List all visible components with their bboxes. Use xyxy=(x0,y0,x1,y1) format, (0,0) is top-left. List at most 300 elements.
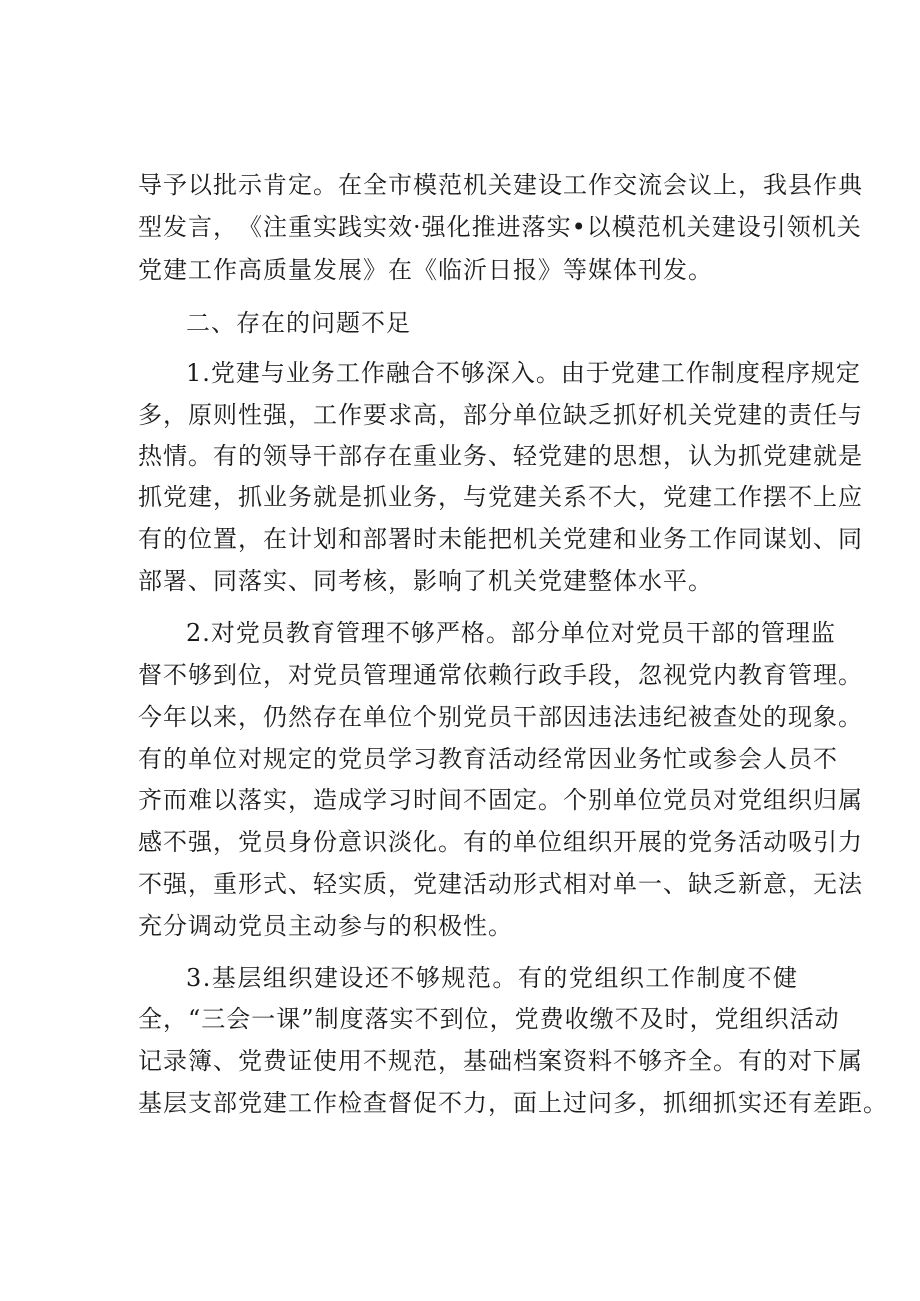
char: 抓 xyxy=(713,1089,738,1117)
char: 同 xyxy=(838,525,863,553)
char: 工 xyxy=(288,1089,313,1117)
char: 费 xyxy=(539,1005,565,1033)
char: 单 xyxy=(613,870,638,898)
char: 检 xyxy=(338,1089,363,1117)
char: 、 xyxy=(288,870,313,898)
text-line xyxy=(138,480,863,514)
char: 齐 xyxy=(663,1047,688,1075)
char: 党 xyxy=(610,359,636,387)
char: 度 xyxy=(721,964,747,992)
char: 落 xyxy=(238,786,263,814)
char: 机 xyxy=(463,171,488,199)
char: 抓 xyxy=(663,1089,688,1117)
char: 不 xyxy=(463,786,488,814)
char: 理 xyxy=(785,619,811,647)
char: 础 xyxy=(488,1047,513,1075)
char: 够 xyxy=(188,661,213,689)
char: 党 xyxy=(688,828,713,856)
char: 注 xyxy=(263,213,288,241)
char: 范 xyxy=(636,213,662,241)
char: 活 xyxy=(738,828,763,856)
line-text: 部署、同落实、同考核，影响了机关党建整体水平。 xyxy=(138,567,713,595)
char: 实 xyxy=(363,213,388,241)
char: 今 xyxy=(138,703,163,731)
char: 够 xyxy=(415,964,441,992)
char: 要 xyxy=(363,401,388,429)
char: 。 xyxy=(713,1047,738,1075)
char: 批 xyxy=(213,171,238,199)
char: 单 xyxy=(188,745,213,773)
char: 乏 xyxy=(588,401,613,429)
char: 党 xyxy=(738,786,763,814)
char: 原 xyxy=(188,401,213,429)
char: 度 xyxy=(735,359,761,387)
char: 相 xyxy=(563,870,588,898)
char: 工 xyxy=(313,401,338,429)
text-line xyxy=(138,825,863,859)
char: 多 xyxy=(613,1089,638,1117)
char: 组 xyxy=(594,964,620,992)
char: 感 xyxy=(138,828,163,856)
char: 《 xyxy=(238,213,263,241)
char: 年 xyxy=(163,703,188,731)
char: 的 xyxy=(163,525,188,553)
char: 够 xyxy=(460,359,486,387)
char: 认 xyxy=(688,442,713,470)
char: 员 xyxy=(788,745,813,773)
char: 轻 xyxy=(313,870,338,898)
char: 的 xyxy=(238,442,263,470)
char: 大 xyxy=(613,483,638,511)
char: 来 xyxy=(213,703,238,731)
char: 建 xyxy=(188,483,213,511)
char: 全 xyxy=(138,1005,163,1033)
char: 动 xyxy=(814,1005,840,1033)
char: 活 xyxy=(789,1005,815,1033)
text-line xyxy=(138,564,713,598)
text-line xyxy=(138,783,863,817)
text-line xyxy=(138,658,863,692)
char: 融 xyxy=(385,359,411,387)
char: 以 xyxy=(188,703,213,731)
char: 部 xyxy=(710,619,736,647)
char: 位 xyxy=(538,401,563,429)
char: 组 xyxy=(763,786,788,814)
char: ， xyxy=(163,1005,188,1033)
char: 问 xyxy=(588,1089,613,1117)
text-line xyxy=(138,439,863,473)
char: 对 xyxy=(288,661,313,689)
char: · xyxy=(413,213,422,241)
char: 细 xyxy=(688,1089,713,1117)
char: 业 xyxy=(638,525,663,553)
char: 落 xyxy=(521,213,547,241)
char: 重 xyxy=(288,213,313,241)
char: 及 xyxy=(639,1005,665,1033)
char: 动 xyxy=(513,745,538,773)
char: 党 xyxy=(238,1047,263,1075)
char: ， xyxy=(489,1005,515,1033)
char: 别 xyxy=(588,786,613,814)
char: 与 xyxy=(260,359,286,387)
char: 关 xyxy=(488,171,513,199)
char: 。 xyxy=(838,703,863,731)
char: 力 xyxy=(838,828,863,856)
char: 设 xyxy=(339,964,365,992)
char: 动 xyxy=(488,870,513,898)
char: 案 xyxy=(538,1047,563,1075)
char: 制 xyxy=(710,359,736,387)
char: 对 xyxy=(610,619,636,647)
char: 干 xyxy=(685,619,711,647)
char: 建 xyxy=(313,964,339,992)
char: 教 xyxy=(438,745,463,773)
char: 2 xyxy=(186,619,203,647)
char: 手 xyxy=(563,661,588,689)
char: 人 xyxy=(763,745,788,773)
char: 通 xyxy=(413,661,438,689)
char: 责 xyxy=(788,401,813,429)
char: 置 xyxy=(213,525,238,553)
char: 定 xyxy=(513,786,538,814)
char: 不 xyxy=(747,964,773,992)
char: ， xyxy=(638,483,663,511)
char: 单 xyxy=(613,786,638,814)
char: 与 xyxy=(463,483,488,511)
char: 固 xyxy=(488,786,513,814)
char: 进 xyxy=(496,213,522,241)
char: 查 xyxy=(713,703,738,731)
char: 身 xyxy=(288,828,313,856)
char: 式 xyxy=(263,870,288,898)
char: ， xyxy=(438,483,463,511)
char: 成 xyxy=(338,786,363,814)
char: 忽 xyxy=(638,661,663,689)
char: 以 xyxy=(213,786,238,814)
char: 市 xyxy=(388,171,413,199)
char: 作 xyxy=(813,171,838,199)
char: 时 xyxy=(413,525,438,553)
char: 意 xyxy=(763,870,788,898)
char: . xyxy=(202,359,211,387)
char: 系 xyxy=(563,483,588,511)
char: 建 xyxy=(513,483,538,511)
char: 在 xyxy=(388,442,413,470)
char: 部 xyxy=(510,619,536,647)
char: 关 xyxy=(686,213,712,241)
char: 处 xyxy=(738,703,763,731)
char: 定 xyxy=(835,359,861,387)
char: 党 xyxy=(514,1005,540,1033)
char: 料 xyxy=(588,1047,613,1075)
char: 到 xyxy=(213,661,238,689)
char: 员 xyxy=(488,703,513,731)
char: 识 xyxy=(363,828,388,856)
char: 制 xyxy=(314,1005,340,1033)
char: 簿 xyxy=(188,1047,213,1075)
char: 多 xyxy=(138,401,163,429)
char: 务 xyxy=(463,442,488,470)
char: 我 xyxy=(763,171,788,199)
char: 对 xyxy=(238,745,263,773)
char: 引 xyxy=(761,213,787,241)
char: 上 xyxy=(813,483,838,511)
char: 缺 xyxy=(688,870,713,898)
char: 法 xyxy=(838,870,863,898)
char: 会 xyxy=(226,1005,252,1033)
char: 抓 xyxy=(238,483,263,511)
char: 党 xyxy=(238,1089,263,1117)
char: 不 xyxy=(788,483,813,511)
char: 机 xyxy=(513,525,538,553)
char: 段 xyxy=(588,661,613,689)
text-line xyxy=(138,700,863,734)
char: 践 xyxy=(338,213,363,241)
text-line xyxy=(138,909,513,943)
char: 重 xyxy=(213,870,238,898)
char: 形 xyxy=(513,870,538,898)
char: 的 xyxy=(763,703,788,731)
text-line xyxy=(186,961,798,995)
char: 谋 xyxy=(763,525,788,553)
char: 部 xyxy=(338,442,363,470)
char: 不 xyxy=(614,1005,640,1033)
char: 不 xyxy=(163,661,188,689)
char: 把 xyxy=(488,525,513,553)
char: 差 xyxy=(813,1089,838,1117)
char: ， xyxy=(488,1089,513,1117)
char: 干 xyxy=(513,703,538,731)
char: 实 xyxy=(389,1005,415,1033)
char: 作 xyxy=(360,359,386,387)
char: 难 xyxy=(188,786,213,814)
char: 学 xyxy=(363,786,388,814)
char: 范 xyxy=(466,964,492,992)
char: 情 xyxy=(163,442,188,470)
char: 的 xyxy=(663,828,688,856)
char: 作 xyxy=(713,525,738,553)
char: 下 xyxy=(813,1047,838,1075)
char: 建 xyxy=(513,171,538,199)
char: 。 xyxy=(492,964,518,992)
char: 有 xyxy=(463,828,488,856)
char: 抓 xyxy=(613,401,638,429)
char: 务 xyxy=(713,828,738,856)
char: 存 xyxy=(313,703,338,731)
char: 育 xyxy=(763,661,788,689)
char: 档 xyxy=(513,1047,538,1075)
char: 工 xyxy=(660,359,686,387)
char: 建 xyxy=(263,1089,288,1117)
char: 活 xyxy=(463,870,488,898)
char: 工 xyxy=(713,483,738,511)
char: 和 xyxy=(338,525,363,553)
char: 形 xyxy=(238,870,263,898)
char: 的 xyxy=(763,1047,788,1075)
char: 党 xyxy=(463,703,488,731)
text-line xyxy=(138,253,713,287)
char: ， xyxy=(788,870,813,898)
char: 建 xyxy=(635,359,661,387)
char: 内 xyxy=(713,661,738,689)
char: 的 xyxy=(163,745,188,773)
char: ， xyxy=(263,661,288,689)
char: 建 xyxy=(738,401,763,429)
char: 抓 xyxy=(738,442,763,470)
char: 县 xyxy=(788,171,813,199)
char: 党 xyxy=(568,964,594,992)
char: 吸 xyxy=(788,828,813,856)
char: 个 xyxy=(563,786,588,814)
char: 单 xyxy=(513,401,538,429)
char: 监 xyxy=(810,619,836,647)
char: 资 xyxy=(563,1047,588,1075)
char: 落 xyxy=(364,1005,390,1033)
char: 因 xyxy=(563,703,588,731)
char: 作 xyxy=(738,483,763,511)
char: 抓 xyxy=(363,483,388,511)
char: 现 xyxy=(788,703,813,731)
char: 学 xyxy=(388,745,413,773)
char: 在 xyxy=(338,171,363,199)
char: 业 xyxy=(438,442,463,470)
char: 关 xyxy=(836,213,862,241)
char: 能 xyxy=(463,525,488,553)
char: 交 xyxy=(613,171,638,199)
char: 意 xyxy=(338,828,363,856)
char: 上 xyxy=(713,171,738,199)
line-text: 充分调动党员主动参与的积极性。 xyxy=(138,912,513,940)
char: 法 xyxy=(613,703,638,731)
char: 不 xyxy=(363,1047,388,1075)
char: 机 xyxy=(661,213,687,241)
char: 违 xyxy=(638,703,663,731)
char: 基 xyxy=(463,1047,488,1075)
char: 违 xyxy=(588,703,613,731)
char: 为 xyxy=(713,442,738,470)
char: 在 xyxy=(338,703,363,731)
char: 缴 xyxy=(589,1005,615,1033)
char: 常 xyxy=(438,661,463,689)
char: 工 xyxy=(335,359,361,387)
char: 规 xyxy=(263,745,288,773)
char: 建 xyxy=(588,525,613,553)
char: ， xyxy=(288,401,313,429)
char: 开 xyxy=(613,828,638,856)
heading-text: 二、存在的问题不足 xyxy=(186,309,411,337)
char: 对 xyxy=(588,870,613,898)
char: 还 xyxy=(364,964,390,992)
char: 有 xyxy=(213,442,238,470)
char: . xyxy=(202,964,212,992)
char: 思 xyxy=(613,442,638,470)
text-line xyxy=(138,742,838,776)
char: 序 xyxy=(785,359,811,387)
char: 一 xyxy=(251,1005,277,1033)
char: 划 xyxy=(313,525,338,553)
char: 忙 xyxy=(663,745,688,773)
char: 或 xyxy=(688,745,713,773)
char: 对 xyxy=(713,786,738,814)
text-line xyxy=(138,1086,888,1120)
char: 支 xyxy=(188,1089,213,1117)
char: 参 xyxy=(713,745,738,773)
char: 然 xyxy=(288,703,313,731)
char: 距 xyxy=(838,1089,863,1117)
char: 部 xyxy=(538,703,563,731)
char: 习 xyxy=(388,786,413,814)
char: 领 xyxy=(786,213,812,241)
char: 不 xyxy=(138,870,163,898)
char: 实 xyxy=(313,213,338,241)
text-line xyxy=(186,356,861,390)
char: ， xyxy=(689,1005,715,1033)
char: 议 xyxy=(688,171,713,199)
char: 于 xyxy=(585,359,611,387)
char: 分 xyxy=(535,619,561,647)
char: 单 xyxy=(513,828,538,856)
char: 淡 xyxy=(388,828,413,856)
char: ， xyxy=(738,171,763,199)
char: 3 xyxy=(186,964,203,992)
char: 关 xyxy=(538,525,563,553)
char: 务 xyxy=(310,359,336,387)
char: 习 xyxy=(413,745,438,773)
char: 以 xyxy=(586,213,612,241)
char: ， xyxy=(613,661,638,689)
char: ， xyxy=(213,828,238,856)
char: 导 xyxy=(288,442,313,470)
char: 工 xyxy=(563,171,588,199)
char: 动 xyxy=(763,828,788,856)
char: 存 xyxy=(363,442,388,470)
char: 部 xyxy=(213,1089,238,1117)
char: 同 xyxy=(738,525,763,553)
char: 质 xyxy=(363,870,388,898)
char: 、 xyxy=(813,525,838,553)
char: 是 xyxy=(838,442,863,470)
char: ， xyxy=(638,1089,663,1117)
char: 位 xyxy=(638,786,663,814)
char: 位 xyxy=(585,619,611,647)
char: 不 xyxy=(385,619,411,647)
char: 工 xyxy=(688,525,713,553)
char: 予 xyxy=(163,171,188,199)
char: 会 xyxy=(663,171,688,199)
char: 无 xyxy=(813,870,838,898)
char: 导 xyxy=(138,171,163,199)
char: 有 xyxy=(517,964,543,992)
char: ， xyxy=(238,525,263,553)
char: 度 xyxy=(339,1005,365,1033)
char: 实 xyxy=(338,870,363,898)
char: 而 xyxy=(163,786,188,814)
char: 仍 xyxy=(263,703,288,731)
char: 党 xyxy=(235,619,261,647)
char: 、 xyxy=(213,1047,238,1075)
text-line xyxy=(186,616,836,650)
char: 计 xyxy=(288,525,313,553)
char: 织 xyxy=(788,786,813,814)
char: 干 xyxy=(313,442,338,470)
char: 示 xyxy=(238,171,263,199)
char: 效 xyxy=(388,213,413,241)
char: 肯 xyxy=(263,171,288,199)
char: 。 xyxy=(188,442,213,470)
char: 和 xyxy=(613,525,638,553)
char: 。 xyxy=(538,786,563,814)
char: 化 xyxy=(413,828,438,856)
